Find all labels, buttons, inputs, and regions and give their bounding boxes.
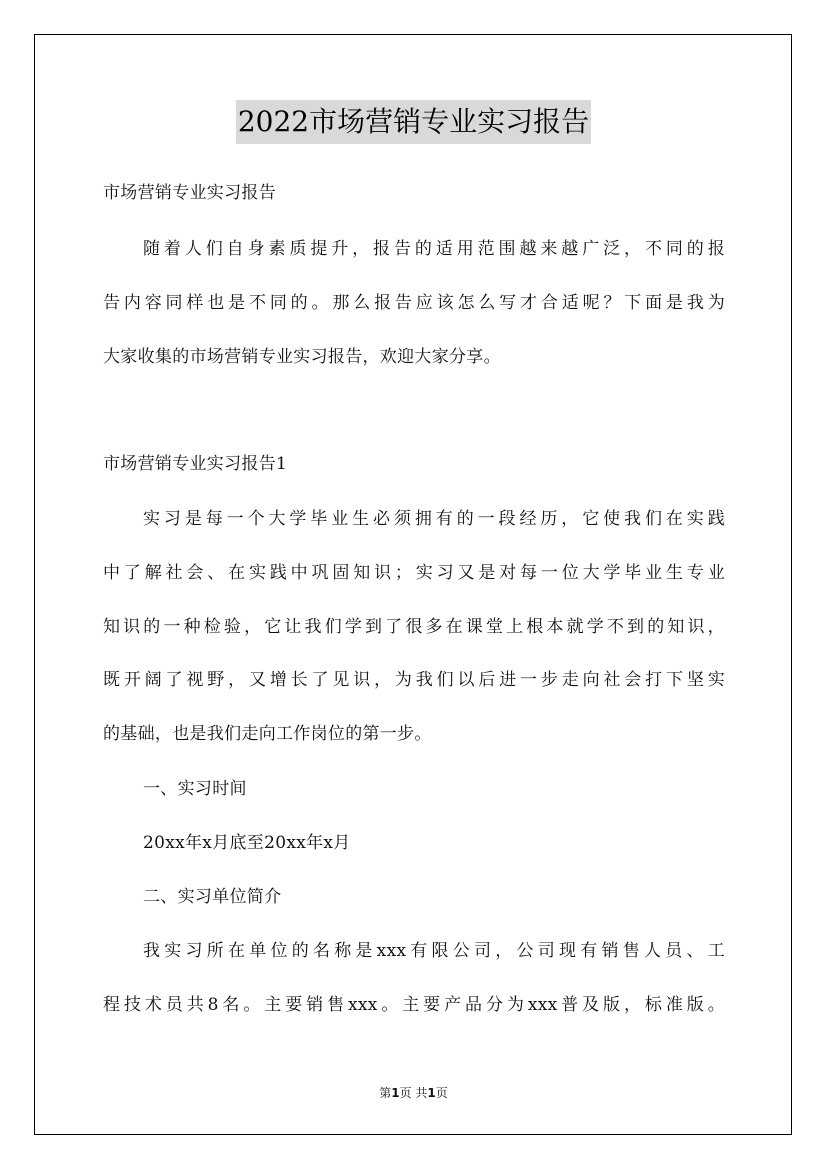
intro-line-1-text: 随着人们自身素质提升，报告的适用范围越来越广泛，不同的报 <box>143 239 725 259</box>
intro-line-2 <box>103 291 725 315</box>
intro-line-3: 大家收集的市场营销专业实习报告，欢迎大家分享。 <box>103 347 501 367</box>
unit-line-2-text: 程技术员共8名。主要销售xxx。主要产品分为xxx普及版，标准版。 <box>103 995 725 1015</box>
intro-line-2-text: 告内容同样也是不同的。那么报告应该怎么写才合适呢？下面是我为 <box>103 293 725 313</box>
footer-prefix: 第 <box>379 1086 392 1100</box>
para1-line-5: 的基础，也是我们走向工作岗位的第一步。 <box>103 724 432 744</box>
footer-total-pages: 1 <box>427 1086 436 1100</box>
unit-line-1-text: 我实习所在单位的名称是xxx有限公司，公司现有销售人员、工 <box>143 941 725 961</box>
para1-line-2 <box>103 561 725 585</box>
para1-line-2-text: 中了解社会、在实践中巩固知识；实习又是对每一位大学毕业生专业 <box>103 563 725 583</box>
unit-line-1 <box>143 939 725 963</box>
intro-line-1 <box>143 237 725 261</box>
para1-line-4 <box>103 668 725 692</box>
footer-page-number: 1 <box>391 1086 400 1100</box>
para1-line-3-text: 知识的一种检验，它让我们学到了很多在课堂上根本就学不到的知识， <box>103 617 725 637</box>
para1-line-3 <box>103 615 725 639</box>
footer-suffix: 页 <box>435 1086 448 1100</box>
section-heading: 市场营销专业实习报告1 <box>103 454 288 474</box>
unit-line-2 <box>103 993 725 1017</box>
heading-unit-intro: 二、实习单位简介 <box>143 887 282 907</box>
para1-line-1 <box>143 507 725 531</box>
heading-internship-time: 一、实习时间 <box>143 779 247 799</box>
para1-line-1-text: 实习是每一个大学毕业生必须拥有的一段经历，它使我们在实践 <box>143 509 725 529</box>
footer-mid: 页 共 <box>399 1086 428 1100</box>
title-container <box>0 100 827 144</box>
page-footer <box>0 1085 827 1101</box>
para1-line-4-text: 既开阔了视野，又增长了见识，为我们以后进一步走向社会打下坚实 <box>103 670 725 690</box>
internship-time-text: 20xx年x月底至20xx年x月 <box>143 833 351 853</box>
document-title: 2022市场营销专业实习报告 <box>236 100 591 144</box>
document-subtitle: 市场营销专业实习报告 <box>103 183 276 203</box>
